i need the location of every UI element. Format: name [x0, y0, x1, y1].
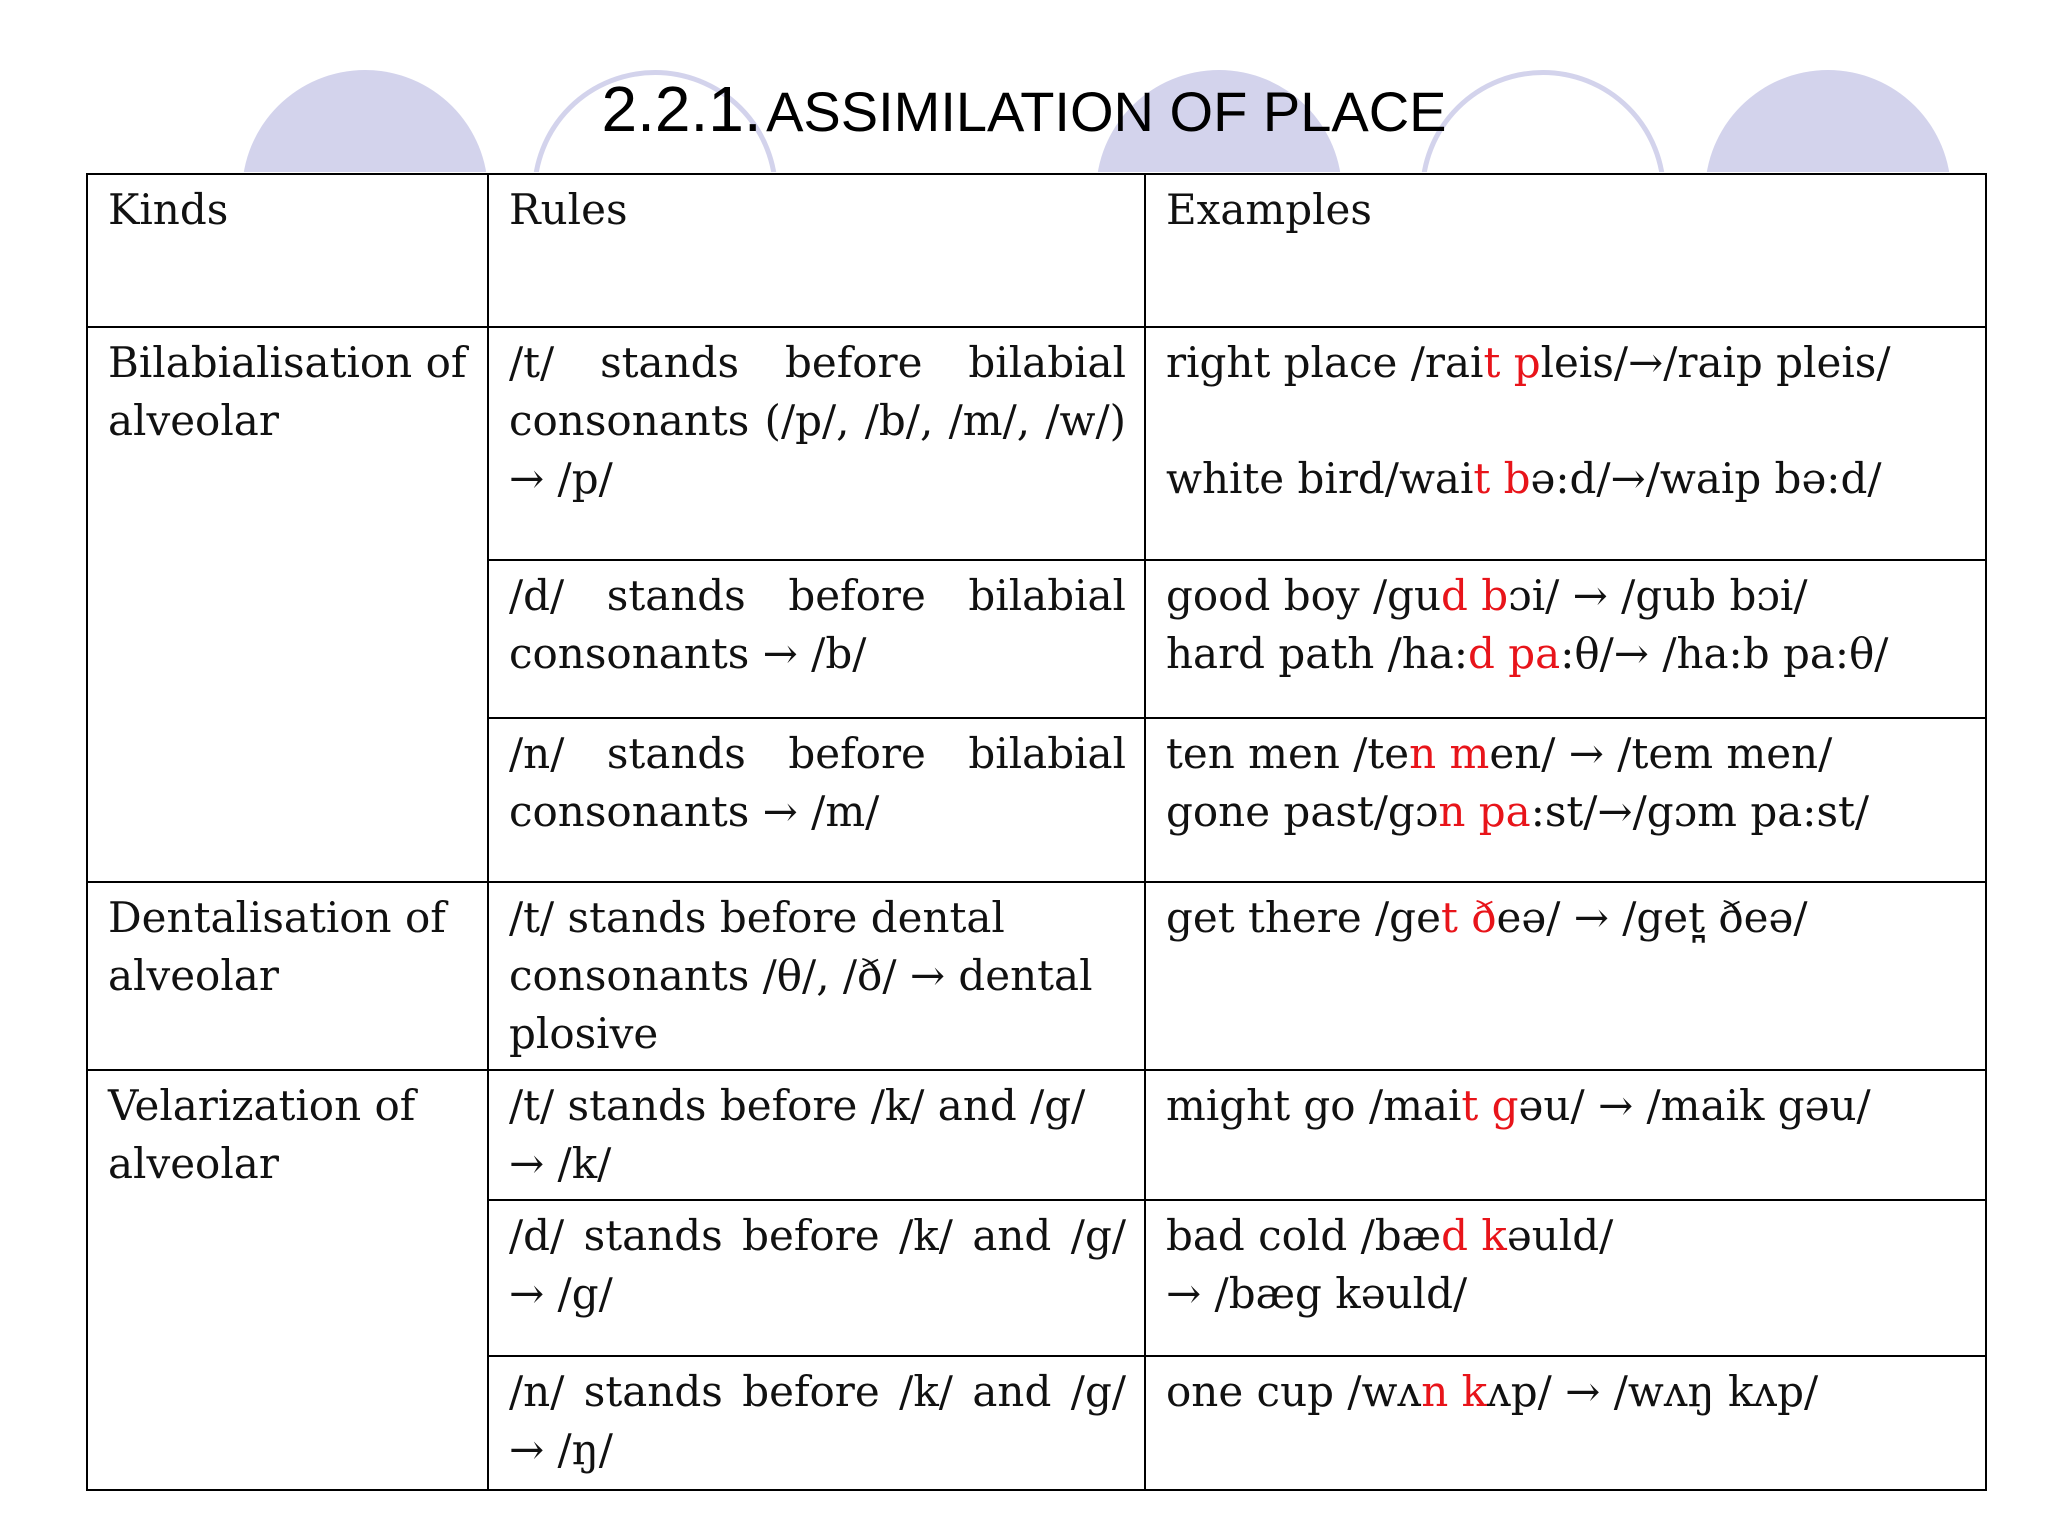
header-rules: [488, 174, 1145, 327]
title-text: ASSIMILATION OF PLACE: [766, 80, 1447, 143]
rule-cell: [488, 1200, 1145, 1356]
rule-cell: [488, 1356, 1145, 1490]
example-line: ten men /ten men/ → /tem men/: [1166, 729, 1833, 778]
example-line: → /bæg kəuld/: [1166, 1269, 1468, 1318]
example-line: bad cold /bæd kəuld/: [1166, 1211, 1614, 1260]
header-examples-label: Examples: [1166, 185, 1372, 234]
header-kinds-label: Kinds: [108, 185, 229, 234]
rule-text: /n/ stands before /k/ and /g/ → /ŋ/: [509, 1367, 1126, 1474]
rule-text: /t/ stands before bilabial consonants (/p/, /b/, /m/, /w/) → /p/: [509, 338, 1126, 503]
rule-text: /d/ stands before bilabial consonants → /b/: [509, 571, 1126, 678]
kind-label: Bilabialisation of alveolar: [108, 338, 467, 445]
rule-cell: [488, 327, 1145, 560]
kind-cell: [87, 327, 488, 882]
kind-label: Velarization of alveolar: [108, 1081, 416, 1188]
example-cell: [1145, 882, 1986, 1070]
spacer: [1166, 392, 1967, 450]
example-line: might go /mait gəu/ → /maik gəu/: [1166, 1081, 1871, 1130]
example-cell: [1145, 327, 1986, 560]
example-line: good boy /gud bɔi/ → /gub bɔi/: [1166, 571, 1808, 620]
example-line: one cup /wʌn kʌp/ → /wʌŋ kʌp/: [1166, 1367, 1819, 1416]
example-cell: [1145, 718, 1986, 882]
rule-text: /n/ stands before bilabial consonants → /m/: [509, 729, 1126, 836]
table-row: [87, 327, 1986, 560]
example-cell: [1145, 1070, 1986, 1200]
kind-label: Dentalisation of alveolar: [108, 893, 446, 1000]
rule-text: /t/ stands before /k/ and /g/ → /k/: [509, 1081, 1086, 1188]
example-line: right place /rait pleis/→/raip pleis/: [1166, 338, 1891, 387]
slide-title: [0, 72, 2048, 146]
rule-cell: [488, 1070, 1145, 1200]
rule-cell: [488, 882, 1145, 1070]
table-header-row: [87, 174, 1986, 327]
rule-cell: [488, 560, 1145, 718]
header-examples: [1145, 174, 1986, 327]
header-kinds: [87, 174, 488, 327]
example-line: hard path /ha:d pa:θ/→ /ha:b pa:θ/: [1166, 629, 1889, 678]
example-cell: [1145, 1200, 1986, 1356]
table-row: [87, 882, 1986, 1070]
example-line: gone past/gɔn pa:st/→/gɔm pa:st/: [1166, 787, 1870, 836]
rule-text: /t/ stands before dental consonants /θ/, /ð/ → dental plosive: [509, 893, 1093, 1058]
table-row: [87, 1070, 1986, 1200]
kind-cell: [87, 1070, 488, 1490]
rule-text: /d/ stands before /k/ and /g/ → /g/: [509, 1211, 1126, 1318]
example-line: get there /get ðeə/ → /get̪ ðeə/: [1166, 893, 1808, 942]
assimilation-table: [86, 173, 1987, 1491]
kind-cell: [87, 882, 488, 1070]
rule-cell: [488, 718, 1145, 882]
title-number: 2.2.1.: [601, 73, 762, 145]
example-cell: [1145, 1356, 1986, 1490]
example-cell: [1145, 560, 1986, 718]
example-line: white bird/wait bə:d/→/waip bə:d/: [1166, 454, 1882, 503]
header-rules-label: Rules: [509, 185, 628, 234]
